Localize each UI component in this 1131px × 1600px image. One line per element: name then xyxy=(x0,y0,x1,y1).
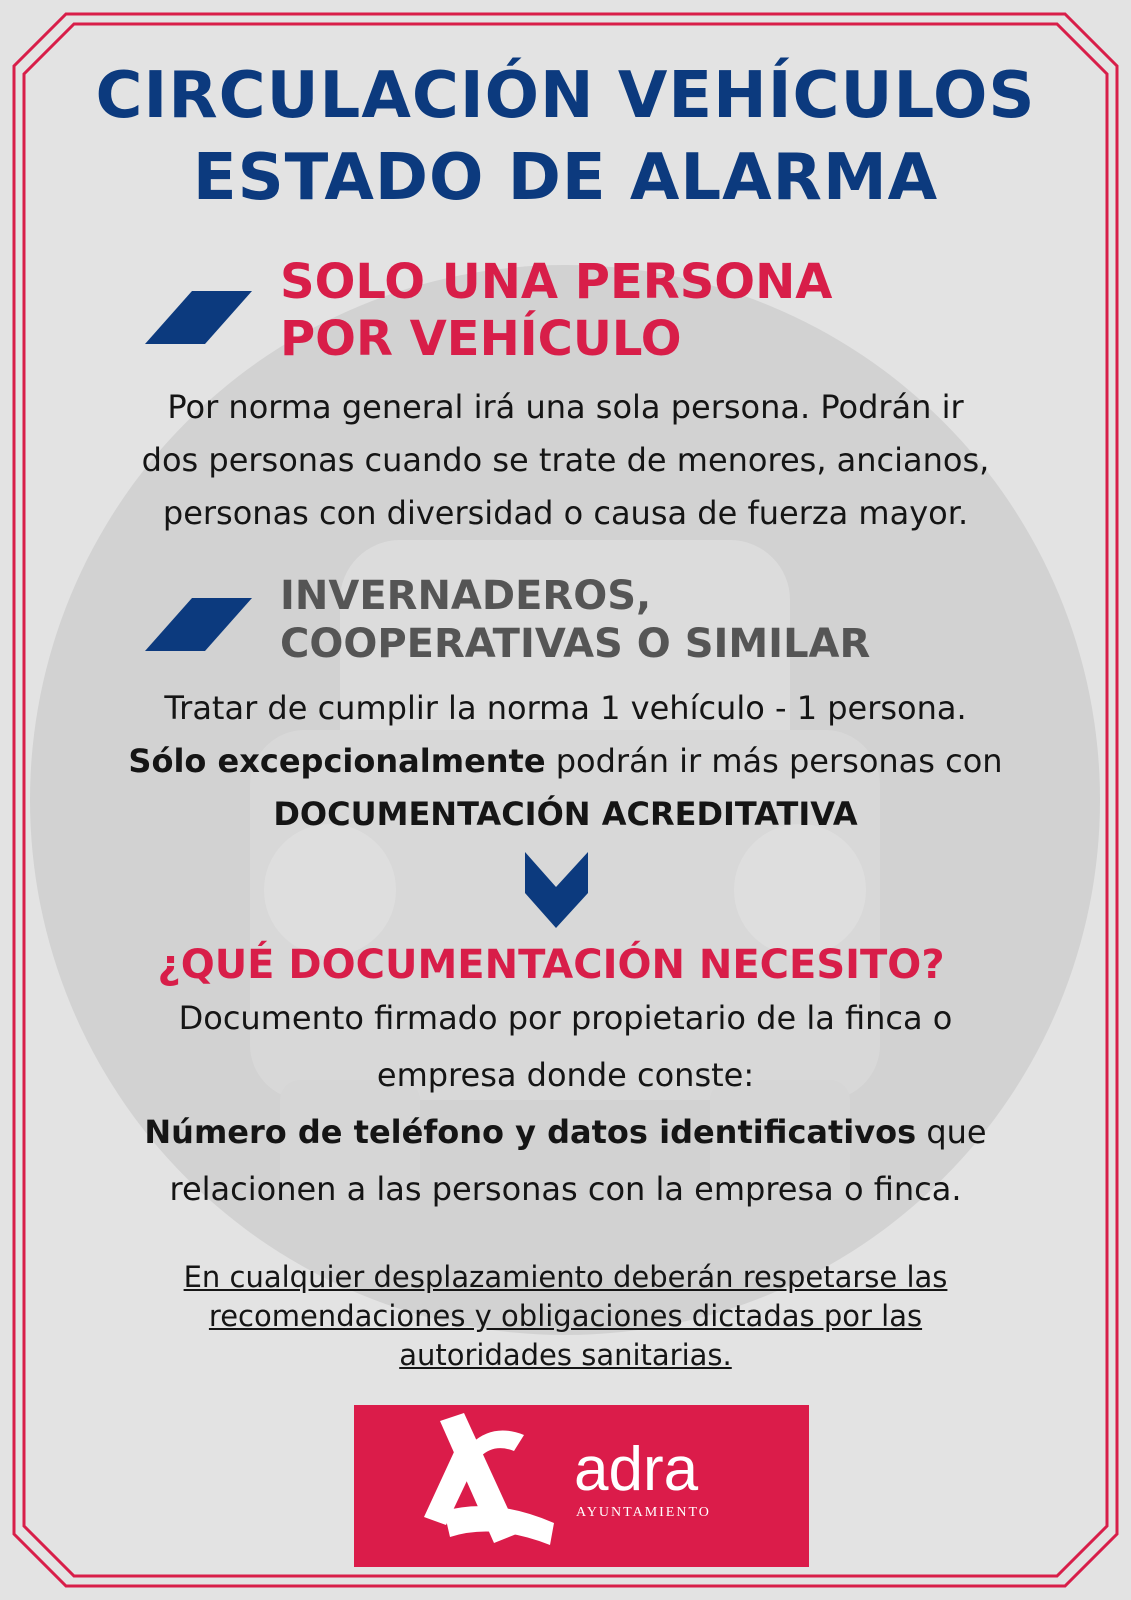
note-text: autoridades sanitarias. xyxy=(399,1338,732,1372)
note-text: En cualquier desplazamiento deberán respetarse las xyxy=(183,1260,948,1294)
note-line xyxy=(60,1336,1071,1375)
note-line xyxy=(60,1258,1071,1297)
body-line: Por norma general irá una sola persona. Podrán ir xyxy=(167,388,964,426)
body-line xyxy=(50,735,1081,788)
heading-line: POR VEHÍCULO xyxy=(280,311,682,367)
body-line-caps: DOCUMENTACIÓN ACREDITATIVA xyxy=(273,795,858,833)
heading-line: INVERNADEROS, xyxy=(280,573,652,619)
documentation-question: ¿QUÉ DOCUMENTACIÓN NECESITO? xyxy=(157,942,945,988)
title-line: CIRCULACIÓN VEHÍCULOS xyxy=(95,59,1036,133)
body-line xyxy=(50,1104,1081,1161)
body-line: relacionen a las personas con la empresa o finca. xyxy=(169,1170,962,1208)
adra-logo xyxy=(354,1405,809,1567)
page-title xyxy=(40,55,1091,219)
section-body-documentation xyxy=(50,990,1081,1218)
note-line xyxy=(60,1297,1071,1336)
body-line: Tratar de cumplir la norma 1 vehículo - 1 persona. xyxy=(164,689,967,727)
body-text: que xyxy=(916,1113,987,1151)
section-body-one-person xyxy=(50,381,1081,540)
body-line: Documento firmado por propietario de la finca o xyxy=(178,999,953,1037)
health-recommendation-note xyxy=(60,1258,1071,1375)
section-heading-one-person xyxy=(280,254,832,368)
body-line: dos personas cuando se trate de menores, ancianos, xyxy=(141,441,990,479)
heading-line: COOPERATIVAS O SIMILAR xyxy=(280,621,871,667)
body-text: podrán ir más personas con xyxy=(545,742,1003,780)
section-body-greenhouses xyxy=(50,682,1081,841)
bold-text: Número de teléfono y datos identificativos xyxy=(144,1113,917,1151)
body-line: empresa donde conste: xyxy=(376,1056,755,1094)
logo-wordmark: adra xyxy=(574,1435,699,1504)
heading-line: SOLO UNA PERSONA xyxy=(280,254,833,310)
bold-text: Sólo excepcionalmente xyxy=(128,742,546,780)
adra-emblem-icon xyxy=(354,1405,554,1567)
body-line: personas con diversidad o causa de fuerza mayor. xyxy=(162,494,969,532)
title-line: ESTADO DE ALARMA xyxy=(192,141,939,215)
note-text: recomendaciones y obligaciones dictadas por las xyxy=(208,1299,923,1333)
logo-subtitle: AYUNTAMIENTO xyxy=(576,1505,711,1520)
section-heading-greenhouses xyxy=(280,572,870,668)
